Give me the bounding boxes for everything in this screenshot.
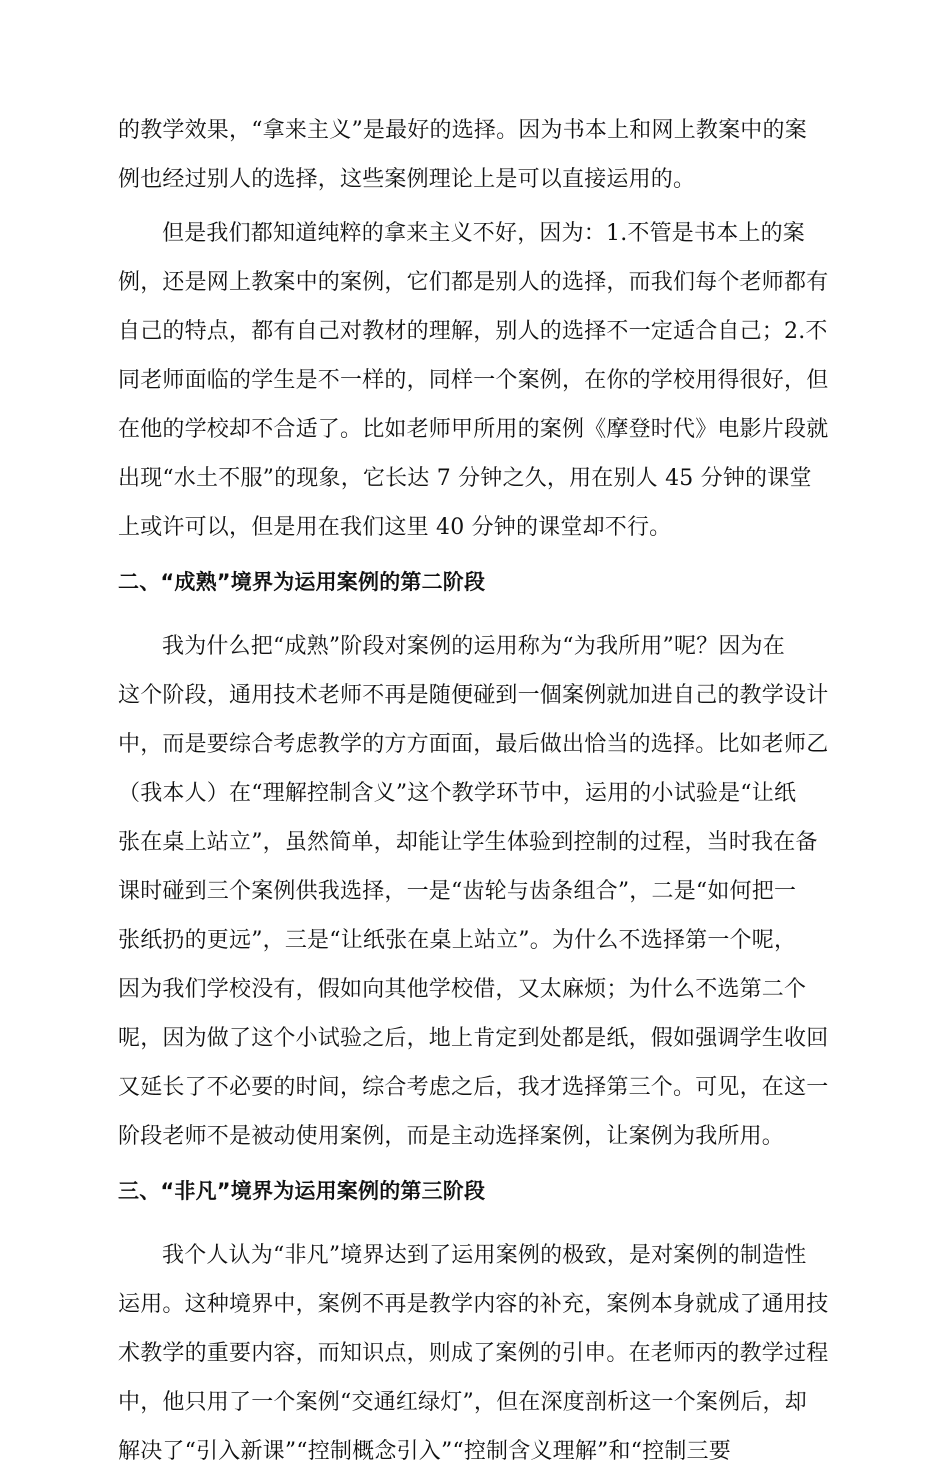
text-line: 解决了“引入新课”“控制概念引入”“控制含义理解”和“控制三要 xyxy=(118,1439,731,1464)
text-line: 上或许可以，但是用在我们这里 40 分钟的课堂却不行。 xyxy=(118,515,672,540)
text-line: 的教学效果，“拿来主义”是最好的选择。因为书本上和网上教案中的案 xyxy=(118,118,807,143)
text-line: 呢，因为做了这个小试验之后，地上肯定到处都是纸，假如强调学生收回 xyxy=(118,1026,829,1051)
text-line: 运用。这种境界中，案例不再是教学内容的补充，案例本身就成了通用技 xyxy=(118,1292,829,1317)
section-heading: 三、“非凡”境界为运用案例的第三阶段 xyxy=(118,1179,486,1203)
text-line: 张在桌上站立”，虽然简单，却能让学生体验到控制的过程，当时我在备 xyxy=(118,830,818,855)
text-line: （我本人）在“理解控制含义”这个教学环节中，运用的小试验是“让纸 xyxy=(118,781,797,806)
text-line: 阶段老师不是被动使用案例，而是主动选择案例，让案例为我所用。 xyxy=(118,1124,785,1149)
text-line: 中，他只用了一个案例“交通红绿灯”，但在深度剖析这一个案例后，却 xyxy=(118,1390,807,1415)
text-line: 出现“水土不服”的现象，它长达 7 分钟之久，用在别人 45 分钟的课堂 xyxy=(118,466,812,491)
text-line: 在他的学校却不合适了。比如老师甲所用的案例《摩登时代》电影片段就 xyxy=(118,417,829,442)
text-line: 例也经过别人的选择，这些案例理论上是可以直接运用的。 xyxy=(118,167,696,192)
text-line: 因为我们学校没有，假如向其他学校借，又太麻烦；为什么不选第二个 xyxy=(118,977,807,1002)
text-line: 张纸扔的更远”，三是“让纸张在桌上站立”。为什么不选择第一个呢， xyxy=(118,928,797,953)
paragraph-first-line: 但是我们都知道纯粹的拿来主义不好，因为：1.不管是书本上的案 xyxy=(162,221,805,246)
text-line: 又延长了不必要的时间，综合考虑之后，我才选择第三个。可见，在这一 xyxy=(118,1075,829,1100)
text-line: 中，而是要综合考虑教学的方方面面，最后做出恰当的选择。比如老师乙 xyxy=(118,732,829,757)
text-line: 自己的特点，都有自己对教材的理解，别人的选择不一定适合自己；2.不 xyxy=(118,319,828,344)
text-line: 同老师面临的学生是不一样的，同样一个案例，在你的学校用得很好，但 xyxy=(118,368,829,393)
paragraph-first-line: 我个人认为“非凡”境界达到了运用案例的极致，是对案例的制造性 xyxy=(162,1243,807,1268)
section-heading: 二、“成熟”境界为运用案例的第二阶段 xyxy=(118,570,486,594)
text-line: 这个阶段，通用技术老师不再是随便碰到一個案例就加进自己的教学设计 xyxy=(118,683,829,708)
text-line: 课时碰到三个案例供我选择，一是“齿轮与齿条组合”，二是“如何把一 xyxy=(118,879,797,904)
text-line: 例，还是网上教案中的案例，它们都是别人的选择，而我们每个老师都有 xyxy=(118,270,829,295)
text-line: 术教学的重要内容，而知识点，则成了案例的引申。在老师丙的教学过程 xyxy=(118,1341,829,1366)
paragraph-first-line: 我为什么把“成熟”阶段对案例的运用称为“为我所用”呢？因为在 xyxy=(162,634,785,659)
